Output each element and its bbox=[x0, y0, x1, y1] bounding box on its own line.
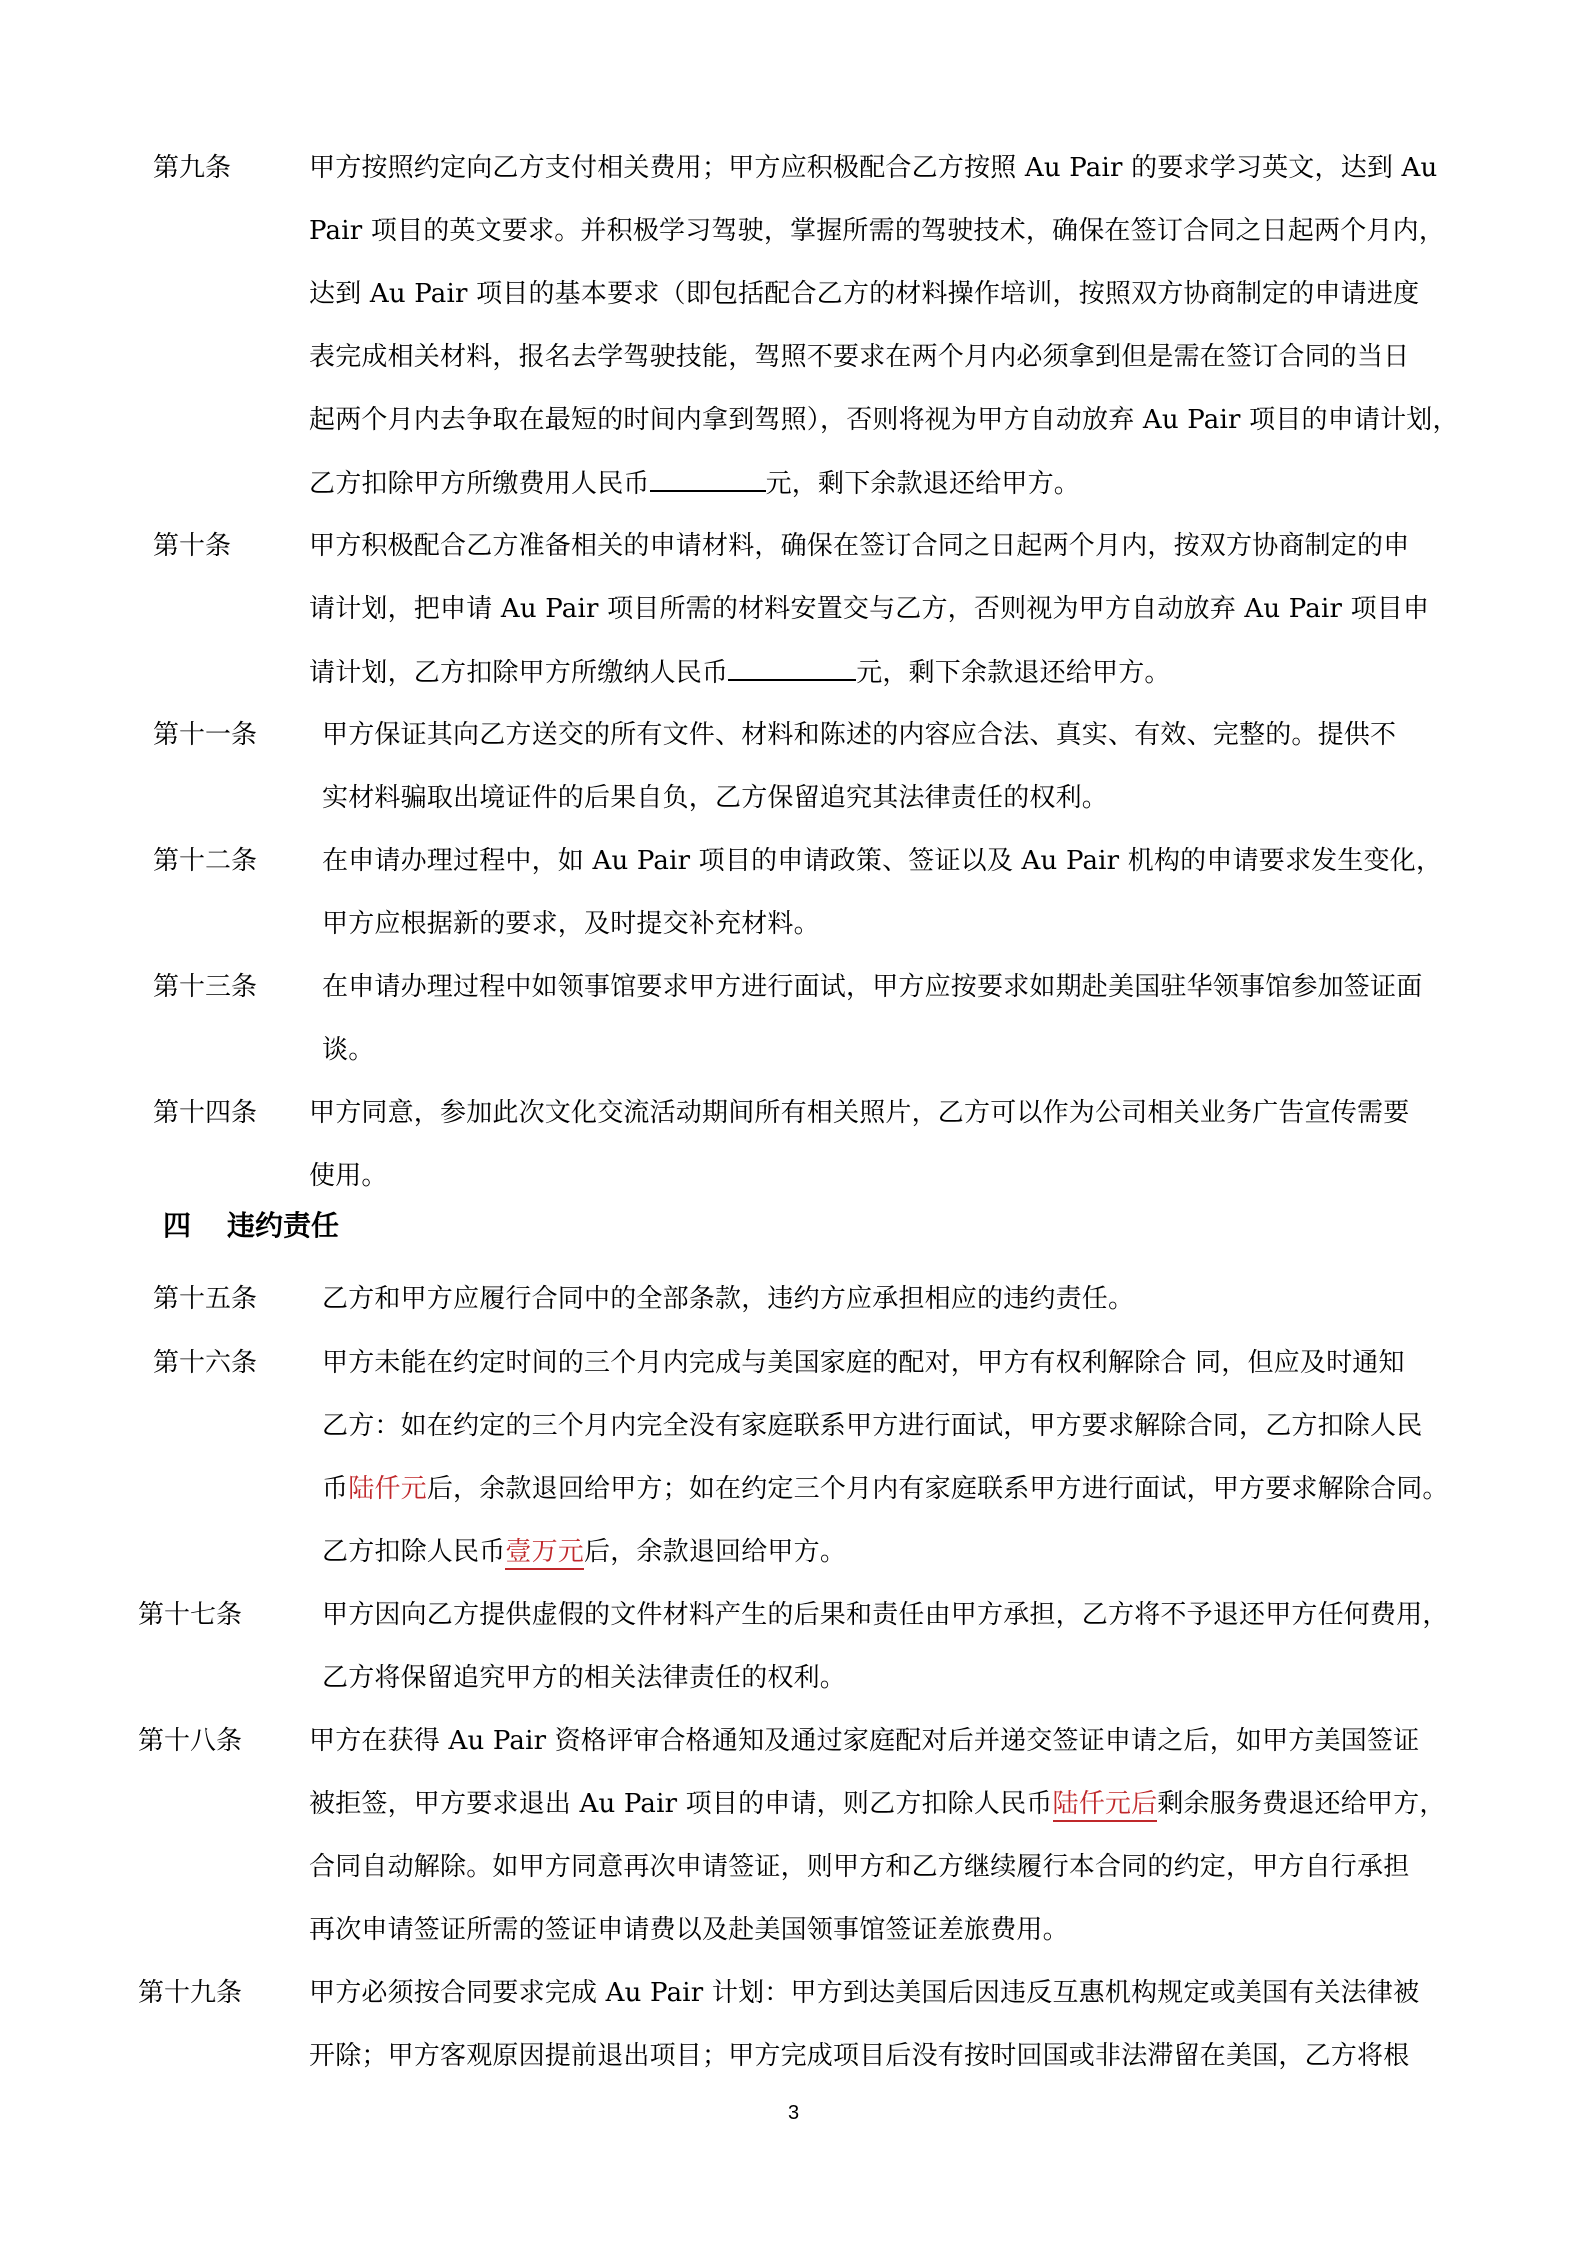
clause-text-line: 实材料骗取出境证件的后果自负，乙方保留追究其法律责任的权利。 bbox=[322, 783, 1109, 813]
text-segment: 剩余服务费退还给甲方， bbox=[1157, 1789, 1446, 1819]
clause-text-line: Pair 项目的英文要求。并积极学习驾驶，掌握所需的驾驶技术，确保在签订合同之日起两个月内， bbox=[309, 216, 1446, 246]
clause-text-line: 甲方积极配合乙方准备相关的申请材料，确保在签订合同之日起两个月内，按双方协商制定的申 bbox=[309, 531, 1410, 561]
clause-text-line: 谈。 bbox=[322, 1035, 375, 1065]
clause-text-line: 甲方保证其向乙方送交的所有文件、材料和陈述的内容应合法、真实、有效、完整的。提供不 bbox=[322, 720, 1397, 750]
highlighted-amount: 壹万元 bbox=[505, 1537, 584, 1570]
clause-text-line: 甲方同意，参加此次文化交流活动期间所有相关照片，乙方可以作为公司相关业务广告宣传需要 bbox=[309, 1098, 1410, 1128]
clause-label: 第十四条 bbox=[153, 1098, 258, 1128]
text-segment: 元，剩下余款退还给甲方。 bbox=[765, 469, 1081, 499]
clause-text-line: 甲方因向乙方提供虚假的文件材料产生的后果和责任由甲方承担，乙方将不予退还甲方任何费用， bbox=[322, 1600, 1449, 1630]
clause-text-line: 起两个月内去争取在最短的时间内拿到驾照），否则将视为甲方自动放弃 Au Pair 项目的申请计划， bbox=[309, 405, 1459, 435]
clause-text-line: 在申请办理过程中如领事馆要求甲方进行面试，甲方应按要求如期赴美国驻华领事馆参加签证面 bbox=[322, 972, 1423, 1002]
clause-label: 第十七条 bbox=[138, 1600, 243, 1630]
clause-text-line bbox=[309, 659, 1171, 686]
clause-text-line: 乙方将保留追究甲方的相关法律责任的权利。 bbox=[322, 1663, 847, 1693]
clause-label: 第十六条 bbox=[153, 1348, 258, 1378]
clause-text-line: 表完成相关材料，报名去学驾驶技能，驾照不要求在两个月内必须拿到但是需在签订合同的当日 bbox=[309, 342, 1410, 372]
text-segment: 乙方扣除人民币 bbox=[322, 1537, 506, 1567]
clause-label: 第十九条 bbox=[138, 1978, 243, 2008]
clause-label: 第十八条 bbox=[138, 1726, 243, 1756]
clause-text-line: 乙方：如在约定的三个月内完全没有家庭联系甲方进行面试，甲方要求解除合同，乙方扣除人民 bbox=[322, 1411, 1423, 1441]
clause-text-line: 开除；甲方客观原因提前退出项目；甲方完成项目后没有按时回国或非法滞留在美国，乙方将根 bbox=[309, 2041, 1410, 2071]
section-heading-breach-liability bbox=[163, 1209, 340, 1242]
page-number: 3 bbox=[787, 2102, 800, 2124]
fill-in-blank[interactable] bbox=[650, 470, 766, 492]
section-title: 违约责任 bbox=[227, 1209, 340, 1242]
text-segment: 后，余款退回给甲方；如在约定三个月内有家庭联系甲方进行面试，甲方要求解除合同。 bbox=[426, 1474, 1449, 1504]
clause-label: 第十三条 bbox=[153, 972, 258, 1002]
clause-text-line bbox=[309, 470, 1080, 497]
text-segment: 后，余款退回给甲方。 bbox=[584, 1537, 847, 1567]
clause-text-line: 使用。 bbox=[309, 1161, 388, 1191]
section-number: 四 bbox=[163, 1209, 192, 1242]
text-segment: 乙方扣除甲方所缴费用人民币 bbox=[309, 469, 650, 499]
text-segment: 元，剩下余款退还给甲方。 bbox=[856, 658, 1171, 688]
clause-text-line bbox=[322, 1539, 846, 1565]
clause-label: 第十二条 bbox=[153, 846, 258, 876]
clause-text-line: 甲方按照约定向乙方支付相关费用；甲方应积极配合乙方按照 Au Pair 的要求学习英文，达到 Au bbox=[309, 153, 1438, 183]
clause-text-line bbox=[322, 1476, 1449, 1502]
highlighted-amount: 陆仟元后 bbox=[1053, 1789, 1158, 1822]
clause-text-line: 甲方在获得 Au Pair 资格评审合格通知及通过家庭配对后并递交签证申请之后，如甲方美国签证 bbox=[309, 1726, 1420, 1756]
clause-text-line bbox=[309, 1791, 1446, 1817]
text-segment: 被拒签，甲方要求退出 Au Pair 项目的申请，则乙方扣除人民币 bbox=[309, 1789, 1053, 1819]
clause-text-line: 再次申请签证所需的签证申请费以及赴美国领事馆签证差旅费用。 bbox=[309, 1915, 1069, 1945]
clause-text-line: 甲方未能在约定时间的三个月内完成与美国家庭的配对，甲方有权利解除合 同，但应及时通知 bbox=[322, 1348, 1405, 1378]
clause-label: 第九条 bbox=[153, 153, 232, 183]
text-segment: 币 bbox=[322, 1474, 349, 1504]
clause-label: 第十五条 bbox=[153, 1284, 258, 1314]
fill-in-blank[interactable] bbox=[728, 659, 856, 681]
clause-text-line: 乙方和甲方应履行合同中的全部条款，违约方应承担相应的违约责任。 bbox=[322, 1284, 1135, 1314]
clause-label: 第十条 bbox=[153, 531, 232, 561]
highlighted-amount: 陆仟元 bbox=[348, 1474, 427, 1504]
clause-text-line: 在申请办理过程中，如 Au Pair 项目的申请政策、签证以及 Au Pair 机构的申请要求发生变化， bbox=[322, 846, 1443, 876]
clause-text-line: 达到 Au Pair 项目的基本要求（即包括配合乙方的材料操作培训，按照双方协商制定的申请进度 bbox=[309, 279, 1420, 309]
clause-text-line: 请计划，把申请 Au Pair 项目所需的材料安置交与乙方，否则视为甲方自动放弃 Au Pair 项目申 bbox=[309, 594, 1430, 624]
clause-text-line: 甲方应根据新的要求，及时提交补充材料。 bbox=[322, 909, 820, 939]
clause-label: 第十一条 bbox=[153, 720, 258, 750]
text-segment: 请计划，乙方扣除甲方所缴纳人民币 bbox=[309, 658, 729, 688]
clause-text-line: 甲方必须按合同要求完成 Au Pair 计划：甲方到达美国后因违反互惠机构规定或美国有关法律被 bbox=[309, 1978, 1420, 2008]
clause-text-line: 合同自动解除。如甲方同意再次申请签证，则甲方和乙方继续履行本合同的约定，甲方自行承担 bbox=[309, 1852, 1410, 1882]
